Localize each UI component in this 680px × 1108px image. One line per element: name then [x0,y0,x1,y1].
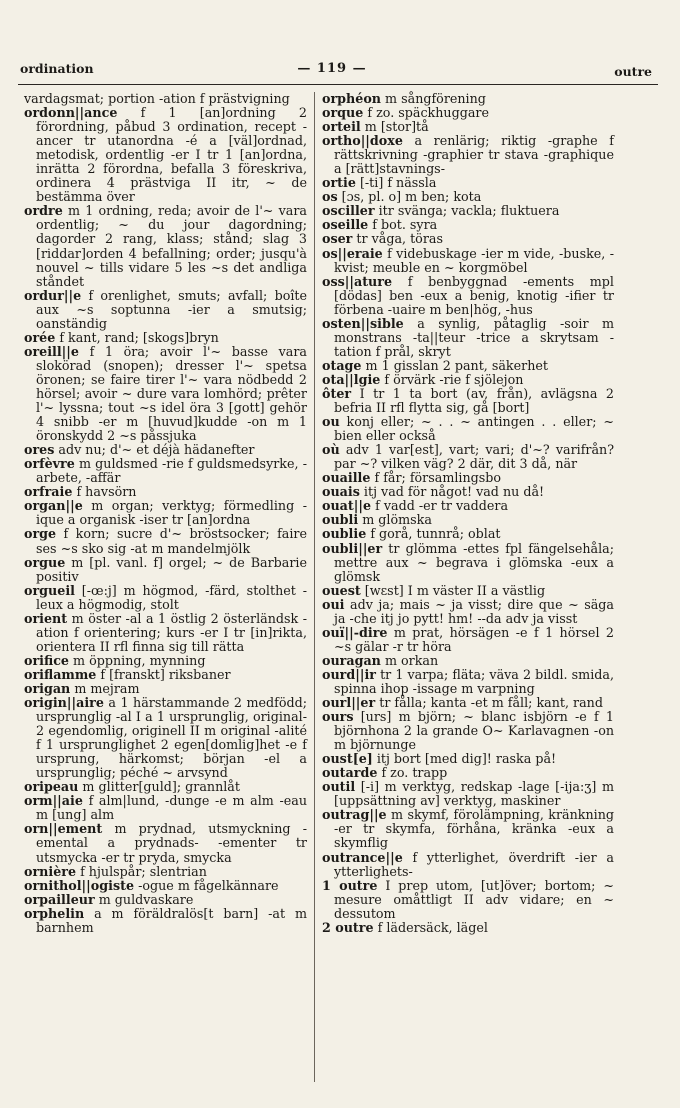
entry-headword: 1 outre [322,877,378,893]
entry-headword: orfraie [24,484,73,500]
entry-headword: orifice [24,652,69,668]
entry-headword: ornière [24,863,77,879]
dictionary-entry [24,879,307,893]
entry-definition: m organ; verktyg; förmedling -ique a organisk -iser tr [an]ordna [36,498,307,528]
entry-definition: m 1 gisslan 2 pant, säkerhet [361,357,548,373]
entry-definition: m öppning, mynning [69,652,206,668]
dictionary-entry [24,331,307,345]
entry-definition: tr glömma -ettes fpl fängelsehåla; mettre aux ~ begrava i glömska -eux a glömsk [334,540,614,584]
dictionary-entry [322,247,614,275]
left-column [24,92,307,935]
entry-headword: osten||sible [322,315,404,331]
entry-headword: oripeau [24,779,79,795]
entry-definition: m glitter[guld]; grannlåt [78,779,240,795]
dictionary-entry [322,513,614,527]
entry-headword: orteil [322,119,361,135]
entry-headword: origin||aire [24,695,104,711]
dictionary-entry [322,387,614,415]
dictionary-entry [322,443,614,471]
dictionary-entry [24,794,307,822]
entry-headword: ouaille [322,470,371,486]
entry-headword: orphelin [24,905,85,921]
entry-headword: ouï||-dire [322,624,388,640]
dictionary-entry [322,359,614,373]
entry-definition: adv nu; d'~ et déjà hädanefter [54,442,255,458]
entry-headword: otage [322,357,362,373]
entry-definition: m prat, hörsägen -e f 1 hörsel 2 ~s gälar -r tr höra [334,624,614,654]
entry-definition: f gorå, tunnrå; oblat [366,526,501,542]
entry-headword: ours [322,709,354,725]
dictionary-entry [24,907,307,935]
entry-headword: orfèvre [24,456,75,472]
entry-definition: f benbyggnad -ements mpl [dödas] ben -eux a benig, knotig -ifier tr förbena -uaire m ben|hög, -hus [334,273,614,317]
entry-definition: m öster -al a 1 östlig 2 österländsk -ation f orientering; kurs -er I tr [in]rikta, orientera II rfl finna sig till rätta [36,610,307,654]
column-divider [314,92,315,1082]
entry-definition: f zo. trapp [377,765,448,781]
entry-definition: m prydnad, utsmyckning -emental a prydnads- -ementer tr utsmycka -er tr pryda, smycka [36,821,307,865]
dictionary-entry [322,626,614,654]
entry-definition: f hjulspår; slentrian [76,863,207,879]
entry-definition: I prep utom, [ut]över; bortom; ~ mesure omåttligt II adv vidare; en ~ dessutom [334,877,614,921]
entry-definition: f orenlighet, smuts; avfall; boîte aux ~s soptunna -ier a smutsig; oanständig [36,287,307,331]
entry-definition: f bot. syra [368,217,438,233]
entry-definition: adv 1 var[est], vart; vari; d'~? varifrån? par ~? vilken väg? 2 där, dit 3 då, när [334,442,614,472]
entry-headword: 2 outre [322,919,374,935]
right-column [322,92,614,935]
dictionary-entry [24,893,307,907]
entry-definition: f korn; sucre d'~ bröstsocker; faire ses ~s sko sig -at m mandelmjölk [36,526,307,556]
dictionary-entry [24,485,307,499]
entry-definition: m guldvaskare [94,891,194,907]
entry-definition: m [stor]tå [360,119,429,135]
entry-definition: f örvärk -rie f sjölejon [380,371,524,387]
right-guideword: outre [614,64,652,79]
entry-headword: où [322,442,340,458]
entry-headword: orgueil [24,582,75,598]
dictionary-entry [24,92,307,106]
entry-definition: f videbuskage -ier m vide, -buske, -kvist; meuble en ~ korgmöbel [334,245,614,275]
dictionary-entry [24,780,307,794]
dictionary-entry [322,598,614,626]
entry-definition: f alm|lund, -dunge -e m alm -eau m [ung] alm [36,793,307,823]
dictionary-entry [322,808,614,850]
entry-definition: [ɔs, pl. o] m ben; kota [337,189,482,205]
entry-headword: orque [322,105,364,121]
entry-definition: f zo. späckhuggare [363,105,489,121]
page-number: — 119 — [297,61,367,76]
dictionary-entry [322,668,614,696]
dictionary-entry [322,204,614,218]
entry-definition: f kant, rand; [skogs]bryn [55,329,219,345]
entry-headword: ourd||ir [322,666,376,682]
entry-definition: m orkan [380,652,439,668]
entry-headword: os||eraie [322,245,383,261]
entry-definition: konj eller; ~ . . ~ antingen . . eller; ~ bien eller också [334,414,614,444]
dictionary-entry [24,345,307,443]
entry-definition: f havsörn [72,484,137,500]
entry-definition: f vadd -er tr vaddera [371,498,509,514]
entry-headword: orm||aie [24,793,83,809]
entry-headword: orpailleur [24,891,95,907]
dictionary-entry [24,457,307,485]
entry-definition: m mejram [70,680,140,696]
entry-headword: osciller [322,203,375,219]
dictionary-entry [322,373,614,387]
dictionary-entry [24,654,307,668]
entry-definition: tr fålla; kanta -et m fåll; kant, rand [375,695,603,711]
entry-headword: ordur||e [24,287,82,303]
dictionary-entry [322,584,614,598]
entry-headword: ordre [24,203,63,219]
entry-headword: origan [24,680,71,696]
dictionary-entry [322,710,614,752]
dictionary-entry [322,176,614,190]
dictionary-entry [322,851,614,879]
entry-definition: [-ti] f nässla [355,175,437,191]
dictionary-entry [322,654,614,668]
left-guideword: ordination [20,61,94,76]
entry-definition: I tr 1 ta bort (av, från), avlägsna 2 befria II rfl flytta sig, gå [bort] [334,385,614,416]
entry-headword: ordonn||ance [24,105,118,121]
dictionary-entry [322,232,614,246]
entry-headword: ouest [322,582,361,598]
entry-definition: f 1 öra; avoir l'~ basse vara slokörad (snopen); dresser l'~ spetsa öronen; se faire tirer l'~ vara nödbedd 2 hörsel; avoir ~ dure vara lomhörd; prêter l'~ lyssna; tout ~s idel öra 3 [gott] gehör 4 snibb -er m [huvud]kudde -on m 1 öronskydd 2 ~s påssjuka [36,343,307,444]
entry-headword: outrag||e [322,807,387,823]
entry-headword: oubli [322,512,359,528]
dictionary-entry [322,499,614,513]
entry-headword: oubli||er [322,540,383,556]
dictionary-entry [24,822,307,864]
entry-headword: orient [24,610,68,626]
dictionary-entry [24,612,307,654]
entry-headword: ornithol||ogiste [24,877,135,893]
entry-definition: [-i] m verktyg, redskap -lage [-ija:ʒ] m [uppsättning av] verktyg, maskiner [334,779,614,809]
entry-headword: oss||ature [322,273,393,289]
dictionary-entry [24,668,307,682]
dictionary-entry [322,190,614,204]
entry-headword: ota||lgie [322,371,381,387]
entry-headword: organ||e [24,498,83,514]
entry-headword: ouragan [322,652,381,668]
entry-headword: ourl||er [322,695,376,711]
entry-headword: ôter [322,385,352,401]
entry-definition: -ogue m fågelkännare [134,877,279,893]
entry-definition: adv ja; mais ~ ja visst; dire que ~ säga ja -che itj jo pytt! hm! --da adv ja visst [334,596,614,626]
dictionary-entry [322,766,614,780]
header-rule [18,84,658,85]
dictionary-entry [322,542,614,584]
entry-headword: orn||ement [24,821,103,837]
dictionary-entry [24,584,307,612]
entry-headword: outil [322,779,356,795]
entry-definition: a synlig, påtaglig -soir m monstrans -ta||teur -trice a skrytsam -tation f prål, skryt [334,315,614,359]
entry-headword: outarde [322,765,378,781]
entry-definition: a 1 härstammande 2 medfödd; ursprunglig -al I a 1 ursprunglig, original- 2 egendomlig, originell II m original -alité f 1 ursprunglighet 2 egen[domlig]het -e f ursprung, härkomst; början -el a ursprunglig; péché ~ arvsynd [36,695,307,781]
entry-definition: m sångförening [381,91,486,106]
entry-definition: m guldsmed -rie f guldsmedsyrke, -arbete, -affär [36,456,307,486]
dictionary-entry [322,317,614,359]
dictionary-entry [24,499,307,527]
entry-definition: f [franskt] riksbaner [96,666,231,682]
entry-headword: oublie [322,526,367,542]
dictionary-entry [322,275,614,317]
entry-definition: tr 1 varpa; fläta; väva 2 bildl. smida, spinna ihop -issage m varpning [334,666,614,696]
entry-definition: m glömska [358,512,432,528]
dictionary-entry [24,696,307,780]
entry-headword: orgue [24,554,66,570]
entry-headword: oui [322,596,345,612]
entry-definition: [wɛst] I m väster II a västlig [360,582,546,598]
entry-headword: ouais [322,484,360,500]
entry-definition: f ytterlighet, överdrift -ier a ytterlighets- [334,849,614,879]
dictionary-entry [322,921,614,935]
entry-headword: ou [322,414,340,430]
entry-definition: itj vad för något! vad nu då! [359,484,545,500]
entry-headword: orée [24,329,56,345]
entry-headword: orge [24,526,57,542]
dictionary-entry [24,556,307,584]
dictionary-entry [24,106,307,204]
entry-headword: oust[e] [322,751,373,767]
entry-definition: a m föräldralös[t barn] -at m barnhem [36,905,307,935]
dictionary-entry [322,696,614,710]
entry-headword: ouat||e [322,498,372,514]
dictionary-entry [24,204,307,288]
dictionary-entry [322,879,614,921]
entry-headword: outrance||e [322,849,403,865]
entry-headword: oriflamme [24,666,97,682]
dictionary-entry [24,443,307,457]
entry-headword: oser [322,231,353,247]
dictionary-entry [322,218,614,232]
dictionary-entry [322,527,614,541]
entry-definition: vardagsmat; portion -ation f prästvigning [24,91,290,106]
entry-headword: ores [24,442,55,458]
entry-definition: [-œ:j] m högmod, -färd, stolthet -leux a högmodig, stolt [36,582,307,612]
entry-definition: m [pl. vanl. f] orgel; ~ de Barbarie positiv [36,554,307,584]
dictionary-entry [322,415,614,443]
entry-definition: itj bort [med dig]! raska på! [372,751,557,767]
dictionary-entry [322,471,614,485]
entry-headword: oreill||e [24,343,79,359]
entry-headword: oseille [322,217,369,233]
entry-definition: [urs] m björn; ~ blanc isbjörn -e f 1 björnhona 2 la grande O~ Karlavagnen -on m björnunge [334,709,614,753]
entry-headword: ortho||doxe [322,133,403,149]
dictionary-entry [322,92,614,106]
dictionary-entry [322,120,614,134]
dictionary-entry [322,485,614,499]
entry-definition: itr svänga; vackla; fluktuera [374,203,560,219]
dictionary-entry [24,527,307,555]
dictionary-entry [322,752,614,766]
entry-definition: f lädersäck, lägel [373,919,488,935]
entry-definition: f 1 [an]ordning 2 förordning, påbud 3 ordination, recept -ancer tr utanordna -é a [väl]ordnad, metodisk, ordentlig -er I tr 1 [an]ordna, inrätta 2 förordna, befalla 3 föreskriva, ordinera 4 prästviga II itr, ~ de bestämma över [36,105,307,205]
entry-headword: orphéon [322,91,382,106]
dictionary-entry [322,134,614,176]
dictionary-entry [322,106,614,120]
entry-definition: m 1 ordning, reda; avoir de l'~ vara ordentlig; ~ du jour dagordning; dagorder 2 rang, klass; stånd; slag 3 [riddar]orden 4 befallning; order; jusqu'à nouvel ~ tills vidare 5 les ~s det andliga ståndet [36,203,307,289]
dictionary-entry [24,289,307,331]
entry-headword: ortie [322,175,356,191]
entry-headword: os [322,189,338,205]
entry-definition: m skymf, förolämpning, kränkning -er tr skymfa, förhåna, kränka -eux a skymflig [334,807,614,851]
entry-definition: a renlärig; riktig -graphe f rättskrivning -graphier tr stava -graphique a [rätt]stavnings- [334,133,614,177]
dictionary-entry [24,682,307,696]
entry-definition: f får; församlingsbo [370,470,502,486]
dictionary-entry [322,780,614,808]
dictionary-entry [24,865,307,879]
entry-definition: tr våga, töras [352,231,443,247]
